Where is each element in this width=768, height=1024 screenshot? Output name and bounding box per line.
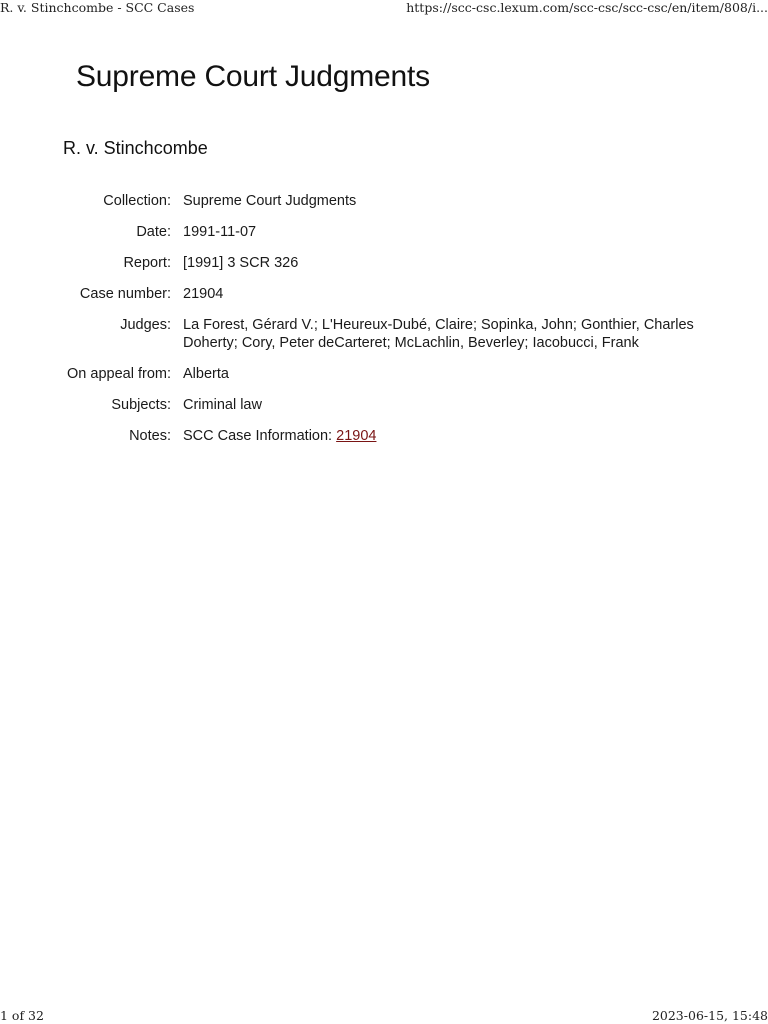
meta-label-subjects: Subjects: <box>111 397 171 413</box>
meta-row-appeal-from <box>63 365 703 383</box>
meta-row-subjects <box>63 396 703 414</box>
meta-row-judges <box>63 316 703 352</box>
print-header-url: https://scc-csc.lexum.com/scc-csc/scc-csc/en/item/808/i... <box>406 0 768 15</box>
meta-value-report: [1991] 3 SCR 326 <box>183 255 299 271</box>
print-footer <box>0 1008 768 1024</box>
meta-label-judges: Judges: <box>120 317 171 333</box>
meta-label-date: Date: <box>136 224 171 240</box>
meta-value-notes <box>171 427 703 445</box>
meta-value-appeal-from: Alberta <box>183 366 229 382</box>
meta-label-report: Report: <box>123 255 171 271</box>
meta-row-notes <box>63 427 703 445</box>
print-header-title: R. v. Stinchcombe - SCC Cases <box>0 0 195 15</box>
meta-value-subjects: Criminal law <box>183 397 262 413</box>
meta-label-collection: Collection: <box>103 193 171 209</box>
meta-row-report <box>63 254 703 272</box>
meta-label-appeal-from: On appeal from: <box>67 366 171 382</box>
page-title: Supreme Court Judgments <box>76 60 430 93</box>
meta-value-date: 1991-11-07 <box>183 224 257 240</box>
page-counter: 1 of 32 <box>0 1008 44 1023</box>
print-header <box>0 0 768 16</box>
scc-case-information-link[interactable]: 21904 <box>336 428 377 444</box>
case-title: R. v. Stinchcombe <box>63 138 208 158</box>
meta-row-collection <box>63 192 703 210</box>
meta-value-case-number: 21904 <box>183 286 224 302</box>
meta-value-judges: La Forest, Gérard V.; L'Heureux-Dubé, Claire; Sopinka, John; Gonthier, Charles Doherty; Cory, Peter deCarteret; McLachlin, Beverley; Iacobucci, Frank <box>183 317 694 351</box>
meta-value-collection: Supreme Court Judgments <box>183 193 357 209</box>
print-timestamp: 2023-06-15, 15:48 <box>651 1008 768 1023</box>
meta-label-notes: Notes: <box>129 428 171 444</box>
notes-prefix: SCC Case Information: <box>183 428 337 444</box>
case-metadata <box>63 192 703 458</box>
meta-row-date <box>63 223 703 241</box>
meta-row-case-number <box>63 285 703 303</box>
meta-label-case-number: Case number: <box>79 286 171 302</box>
